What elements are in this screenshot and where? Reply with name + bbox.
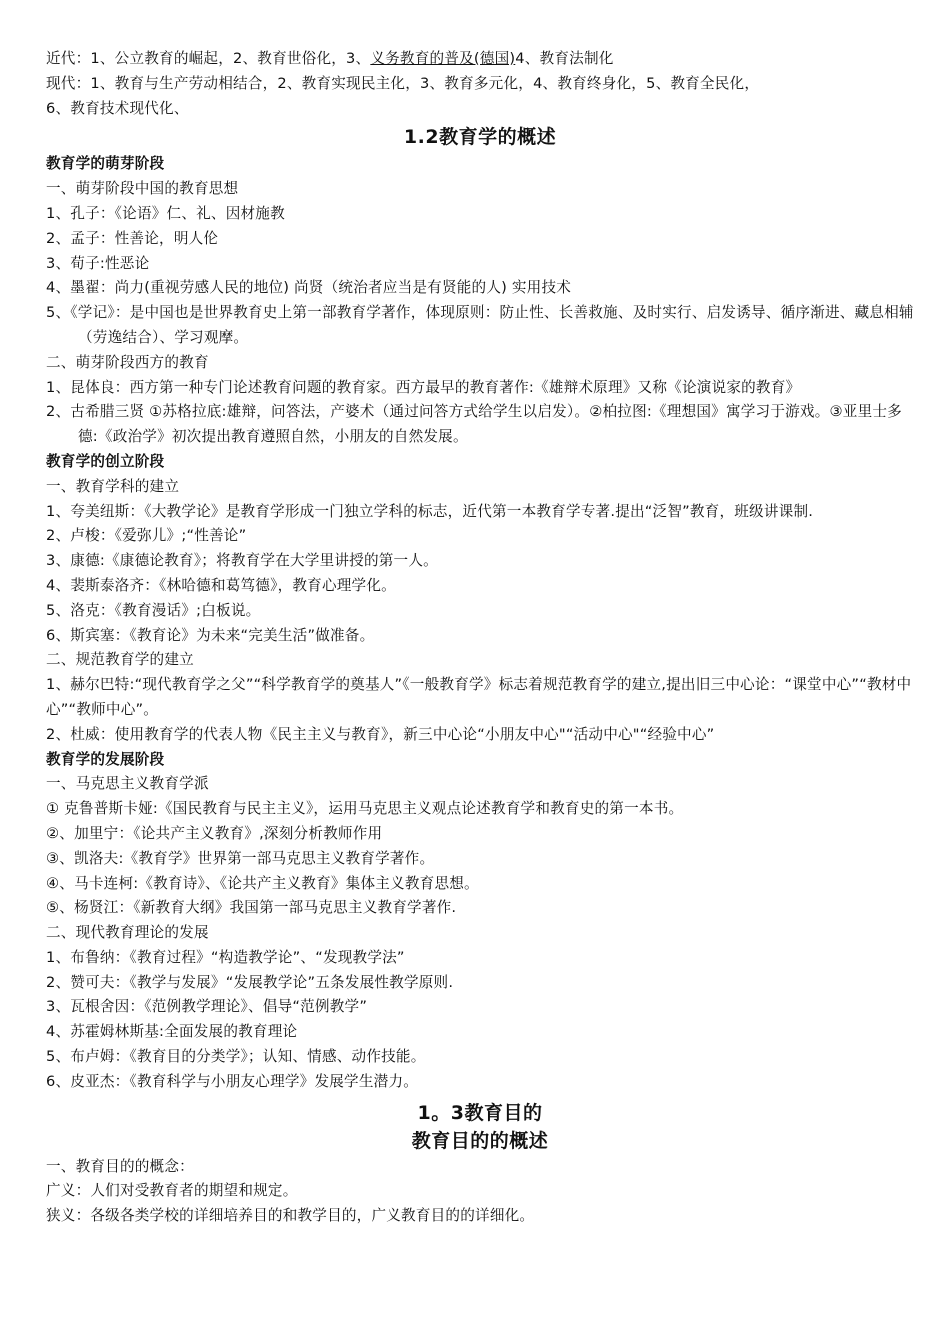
modern-era-line bbox=[46, 47, 914, 72]
paragraph-line: 1、布鲁纳：《教育过程》“构造教学论”、“发现教学法” bbox=[46, 948, 405, 966]
paragraph-line: 3、荀子:性恶论 bbox=[46, 254, 150, 272]
subheading-sprout-stage: 教育学的萌芽阶段 bbox=[46, 155, 165, 173]
paragraph-line: ⑤、杨贤江：《新教育大纲》我国第一部马克思主义教育学著作. bbox=[46, 899, 457, 917]
paragraph-line: 6、斯宾塞：《教育论》为未来“完美生活”做准备。 bbox=[46, 626, 375, 644]
paragraph-line: 2、赞可夫：《教学与发展》“发展教学论”五条发展性教学原则. bbox=[46, 973, 454, 991]
section-heading-1-3: 1。3教育目的 bbox=[417, 1101, 543, 1124]
paragraph-line: 5、洛克：《教育漫话》;白板说。 bbox=[46, 601, 261, 619]
paragraph-line: 2、杜威：使用教育学的代表人物《民主主义与教育》，新三中心论“小朋友中心"“活动中心"“经验中心” bbox=[46, 725, 715, 743]
paragraph-line: 5、《学记》：是中国也是世界教育史上第一部教育学著作，体现原则：防止性、长善救施、及时实行、启发诱导、循序渐进、藏息相辅（劳逸结合）、学习观摩。 bbox=[46, 304, 914, 346]
paragraph-line: 2、古希腊三贤 ①苏格拉底:雄辩，问答法，产婆术（通过问答方式给学生以启发）。②柏拉图:《理想国》寓学习于游戏。③亚里士多德:《政治学》初次提出教育遵照自然，小朋友的自然发展。 bbox=[46, 403, 902, 446]
document-page bbox=[46, 47, 914, 1229]
paragraph-line: 3、康德:《康德论教育》；将教育学在大学里讲授的第一人。 bbox=[46, 552, 438, 570]
paragraph-line: 2、卢梭：《爱弥儿》;“性善论” bbox=[46, 527, 247, 545]
text-run: 4、教育法制化 bbox=[515, 50, 614, 67]
paragraph-line: 广义：人们对受教育者的期望和规定。 bbox=[46, 1182, 298, 1200]
paragraph-line: 二、萌芽阶段西方的教育 bbox=[46, 353, 209, 371]
paragraph-line: 狭义：各级各类学校的详细培养目的和教学目的，广义教育目的的详细化。 bbox=[46, 1207, 535, 1225]
underlined-text: 义务教育的普及(德国) bbox=[370, 50, 516, 67]
section-subheading-education-aims: 教育目的的概述 bbox=[411, 1129, 549, 1152]
paragraph-line: ① 克鲁普斯卡娅:《国民教育与民主主义》，运用马克思主义观点论述教育学和教育史的第一本书。 bbox=[46, 800, 684, 818]
paragraph-line: 一、萌芽阶段中国的教育思想 bbox=[46, 180, 239, 198]
text-run: 近代：1、公立教育的崛起，2、教育世俗化，3、 bbox=[46, 50, 371, 67]
paragraph-line: 一、教育学科的建立 bbox=[46, 477, 180, 495]
paragraph-line: 6、皮亚杰：《教育科学与小朋友心理学》发展学生潜力。 bbox=[46, 1072, 419, 1090]
paragraph-line: 1、赫尔巴特:“现代教育学之父”“科学教育学的奠基人”《一般教育学》标志着规范教育学的建立,提出旧三中心论：“课堂中心”“教材中心”“教师中心”。 bbox=[46, 676, 912, 718]
paragraph-line: ②、加里宁：《论共产主义教育》,深刻分析教师作用 bbox=[46, 824, 383, 842]
paragraph-line: 4、裴斯泰洛齐：《林哈德和葛笃德》，教育心理学化。 bbox=[46, 576, 396, 594]
paragraph-line: 一、马克思主义教育学派 bbox=[46, 775, 209, 793]
subheading-development-stage: 教育学的发展阶段 bbox=[46, 750, 165, 768]
contemporary-era-line: 现代：1、教育与生产劳动相结合，2、教育实现民主化，3、教育多元化，4、教育终身化，5、教育全民化， bbox=[46, 74, 760, 92]
paragraph-line: 5、布卢姆：《教育目的分类学》；认知、情感、动作技能。 bbox=[46, 1048, 426, 1066]
paragraph-line: 二、现代教育理论的发展 bbox=[46, 924, 209, 942]
contemporary-era-line-cont: 6、教育技术现代化、 bbox=[46, 99, 189, 117]
paragraph-line: 1、夸美纽斯：《大教学论》是教育学形成一门独立学科的标志，近代第一本教育学专著.提出“泛智”教育，班级讲课制. bbox=[46, 502, 814, 520]
paragraph-line: 4、苏霍姆林斯基:全面发展的教育理论 bbox=[46, 1023, 298, 1041]
paragraph-line: 4、墨翟：尚力(重视劳感人民的地位) 尚贤（统治者应当是有贤能的人) 实用技术 bbox=[46, 279, 572, 297]
section-heading-1-2: 1.2教育学的概述 bbox=[403, 126, 557, 149]
paragraph-line: 一、教育目的的概念： bbox=[46, 1157, 194, 1175]
paragraph-line: 1、昆体良：西方第一种专门论述教育问题的教育家。西方最早的教育著作:《雄辩术原理》又称《论演说家的教育》 bbox=[46, 378, 801, 396]
paragraph-line: 二、规范教育学的建立 bbox=[46, 651, 194, 669]
paragraph-line: 1、孔子：《论语》仁、礼、因材施教 bbox=[46, 204, 285, 222]
paragraph-line: 2、孟子：性善论，明人伦 bbox=[46, 229, 219, 247]
paragraph-line: ③、凯洛夫:《教育学》世界第一部马克思主义教育学著作。 bbox=[46, 849, 435, 867]
paragraph-line: 3、瓦根舍因：《范例教学理论》、倡导“范例教学” bbox=[46, 998, 368, 1016]
subheading-founding-stage: 教育学的创立阶段 bbox=[46, 452, 165, 470]
paragraph-line: ④、马卡连柯:《教育诗》、《论共产主义教育》集体主义教育思想。 bbox=[46, 874, 479, 892]
